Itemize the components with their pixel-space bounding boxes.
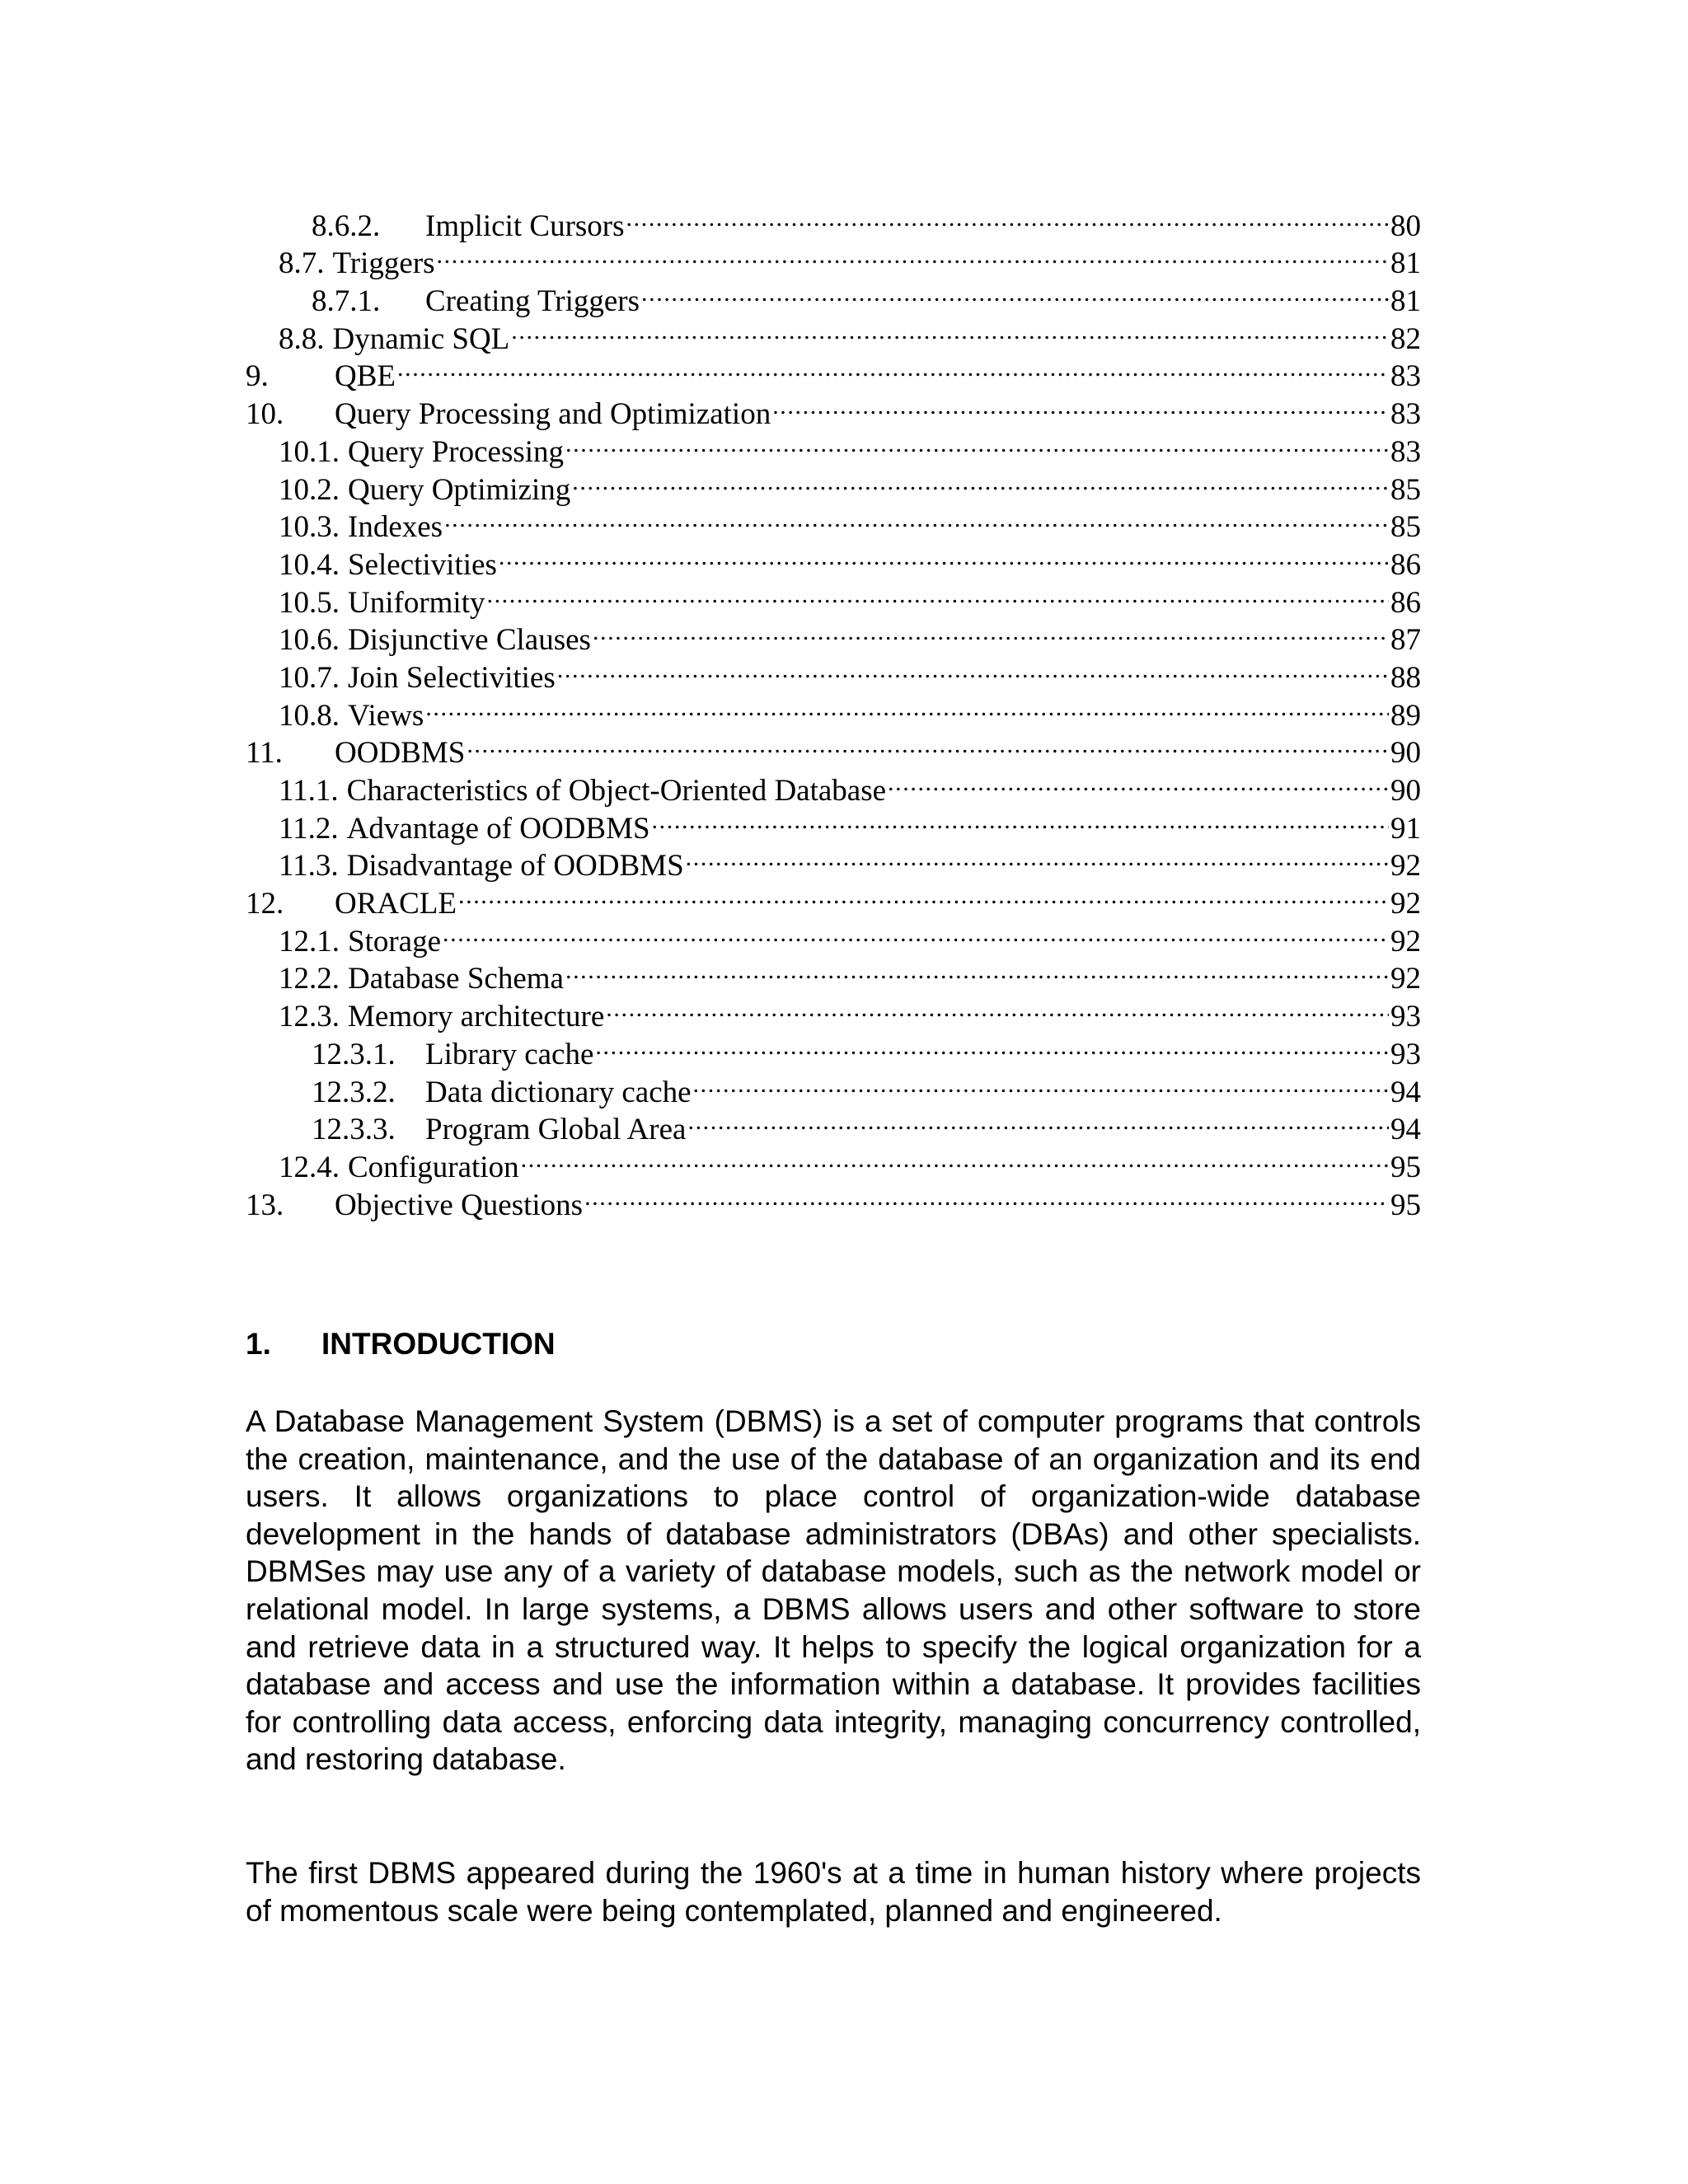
toc-dot-leader [687, 1102, 1389, 1140]
section-title: INTRODUCTION [321, 1327, 556, 1361]
toc-entry-title: Data dictionary cache [425, 1075, 692, 1109]
toc-entry-number: 10. [246, 397, 284, 432]
toc-dot-leader [467, 725, 1389, 763]
toc-entry-page: 86 [1390, 585, 1421, 620]
toc-entry-page: 88 [1390, 660, 1421, 695]
toc-entry-page: 83 [1390, 397, 1421, 432]
toc-entry-number: 8.8. [279, 321, 325, 356]
toc-dot-leader [486, 574, 1389, 612]
toc-entry-title: Storage [348, 924, 442, 958]
toc-entry-number: 12. [246, 887, 284, 921]
toc-dot-leader [397, 349, 1389, 387]
toc-entry-title: Join Selectivities [348, 660, 556, 695]
toc-entry-title: Implicit Cursors [425, 209, 625, 243]
toc-entry-number: 12.1. [279, 924, 340, 958]
toc-dot-leader [572, 462, 1389, 499]
toc-dot-leader [606, 988, 1389, 1026]
toc-entry-page: 92 [1390, 962, 1421, 996]
toc-dot-leader [437, 236, 1389, 274]
toc-entry[interactable] [246, 198, 1421, 243]
toc-dot-leader [686, 838, 1389, 876]
toc-entry-page: 82 [1390, 321, 1421, 356]
toc-dot-leader [565, 424, 1389, 462]
table-of-contents [246, 198, 1421, 1222]
toc-entry-number: 10.5. [279, 585, 340, 620]
toc-entry-number: 11. [246, 736, 283, 771]
toc-entry-title: Database Schema [348, 962, 564, 996]
toc-entry-title: Program Global Area [425, 1113, 687, 1147]
toc-entry-page: 89 [1390, 698, 1421, 733]
toc-entry-page: 94 [1390, 1075, 1421, 1109]
toc-entry-page: 90 [1390, 736, 1421, 771]
toc-dot-leader [626, 198, 1389, 236]
toc-entry-title: Library cache [425, 1037, 594, 1071]
toc-entry-title: Configuration [348, 1150, 519, 1184]
toc-entry-page: 80 [1390, 209, 1421, 243]
toc-entry-number: 10.4. [279, 547, 340, 582]
toc-entry-page: 83 [1390, 359, 1421, 394]
toc-entry-page: 90 [1390, 774, 1421, 808]
toc-entry-page: 94 [1390, 1113, 1421, 1147]
toc-dot-leader [888, 762, 1389, 800]
toc-entry-number: 11.2. [279, 811, 339, 846]
toc-dot-leader [444, 499, 1389, 537]
toc-entry-page: 87 [1390, 623, 1421, 658]
toc-entry-page: 86 [1390, 547, 1421, 582]
toc-entry-page: 91 [1390, 811, 1421, 846]
toc-entry-page: 95 [1390, 1150, 1421, 1184]
toc-entry-title: Uniformity [348, 585, 485, 620]
toc-entry-number: 12.3.2. [312, 1075, 396, 1109]
toc-entry-page: 92 [1390, 849, 1421, 883]
toc-entry-page: 93 [1390, 1000, 1421, 1034]
toc-entry-number: 10.2. [279, 472, 340, 507]
toc-dot-leader [595, 1026, 1389, 1064]
toc-entry-title: Selectivities [348, 547, 497, 582]
toc-entry-title: Query Processing [348, 434, 565, 469]
toc-entry-number: 8.6.2. [312, 209, 381, 243]
toc-dot-leader [499, 537, 1389, 574]
toc-entry-title: OODBMS [335, 736, 466, 771]
toc-dot-leader [565, 951, 1389, 989]
toc-entry-title: Characteristics of Object-Oriented Database [346, 774, 887, 808]
toc-entry[interactable] [246, 386, 1421, 432]
toc-dot-leader [425, 687, 1389, 725]
body-paragraph: A Database Management System (DBMS) is a set of computer programs that controls the creation, maintenance, and the use of the database of an organization and its end users. It allows organizations to place control of organization-wide database development in the hands of database administrators (DBAs) and other specialists. DBMSes may use any of a variety of database models, such as the network model or relational model. In large systems, a DBMS allows users and other software to store and retrieve data in a structured way. It helps to specify the logical organization for a database and access and use the information within a database. It provides facilities for controlling data access, enforcing data integrity, managing concurrency controlled, and restoring database. [246, 1404, 1421, 1777]
section-heading [246, 1324, 556, 1365]
toc-dot-leader [443, 913, 1389, 951]
toc-entry-page: 81 [1390, 246, 1421, 281]
toc-entry-number: 12.3. [279, 1000, 340, 1034]
toc-dot-leader [557, 649, 1389, 687]
toc-entry[interactable] [246, 349, 1421, 394]
toc-entry-title: Dynamic SQL [332, 321, 510, 356]
toc-entry-title: Objective Questions [335, 1188, 584, 1222]
toc-entry-title: Views [348, 698, 424, 733]
toc-entry-number: 11.1. [279, 774, 339, 808]
toc-entry-page: 81 [1390, 284, 1421, 319]
toc-entry-number: 10.1. [279, 434, 340, 469]
toc-entry-title: Query Optimizing [348, 472, 571, 507]
toc-entry-number: 10.7. [279, 660, 340, 695]
toc-dot-leader [652, 800, 1389, 838]
toc-entry-number: 11.3. [279, 849, 339, 883]
toc-dot-leader [584, 1177, 1389, 1215]
toc-entry-number: 12.4. [279, 1150, 340, 1184]
toc-entry-title: Triggers [332, 246, 435, 281]
body-paragraph: The first DBMS appeared during the 1960's at a time in human history where projects of momentous scale were being contemplated, planned and engineered. [246, 1856, 1421, 1928]
toc-entry-number: 10.3. [279, 510, 340, 545]
toc-entry-title: QBE [335, 359, 396, 394]
toc-entry-number: 10.8. [279, 698, 340, 733]
toc-entry-title: Creating Triggers [425, 284, 640, 319]
toc-entry-number: 13. [246, 1188, 284, 1222]
toc-entry-title: Disadvantage of OODBMS [346, 849, 684, 883]
toc-entry-page: 92 [1390, 924, 1421, 958]
toc-entry-page: 92 [1390, 887, 1421, 921]
toc-entry-page: 85 [1390, 510, 1421, 545]
toc-entry-number: 12.3.3. [312, 1113, 396, 1147]
toc-dot-leader [458, 875, 1389, 913]
toc-entry-number: 8.7.1. [312, 284, 381, 319]
toc-entry-title: Memory architecture [348, 1000, 605, 1034]
toc-entry-title: ORACLE [335, 887, 457, 921]
toc-entry-page: 83 [1390, 434, 1421, 469]
toc-dot-leader [521, 1139, 1389, 1177]
toc-entry-number: 10.6. [279, 623, 340, 658]
toc-entry-page: 95 [1390, 1188, 1421, 1222]
toc-entry-title: Indexes [348, 510, 443, 545]
toc-dot-leader [641, 273, 1389, 311]
section-number: 1. [246, 1327, 271, 1361]
toc-dot-leader [593, 612, 1389, 650]
toc-entry-number: 12.3.1. [312, 1037, 396, 1071]
toc-entry-title: Advantage of OODBMS [346, 811, 650, 846]
toc-dot-leader [511, 311, 1389, 349]
toc-entry-page: 85 [1390, 472, 1421, 507]
toc-dot-leader [693, 1064, 1389, 1102]
toc-entry-number: 12.2. [279, 962, 340, 996]
toc-entry-title: Query Processing and Optimization [335, 397, 771, 432]
toc-entry-number: 8.7. [279, 246, 325, 281]
toc-entry-page: 93 [1390, 1037, 1421, 1071]
toc-entry-number: 9. [246, 359, 269, 394]
toc-entry-title: Disjunctive Clauses [348, 623, 591, 658]
toc-dot-leader [772, 386, 1389, 424]
